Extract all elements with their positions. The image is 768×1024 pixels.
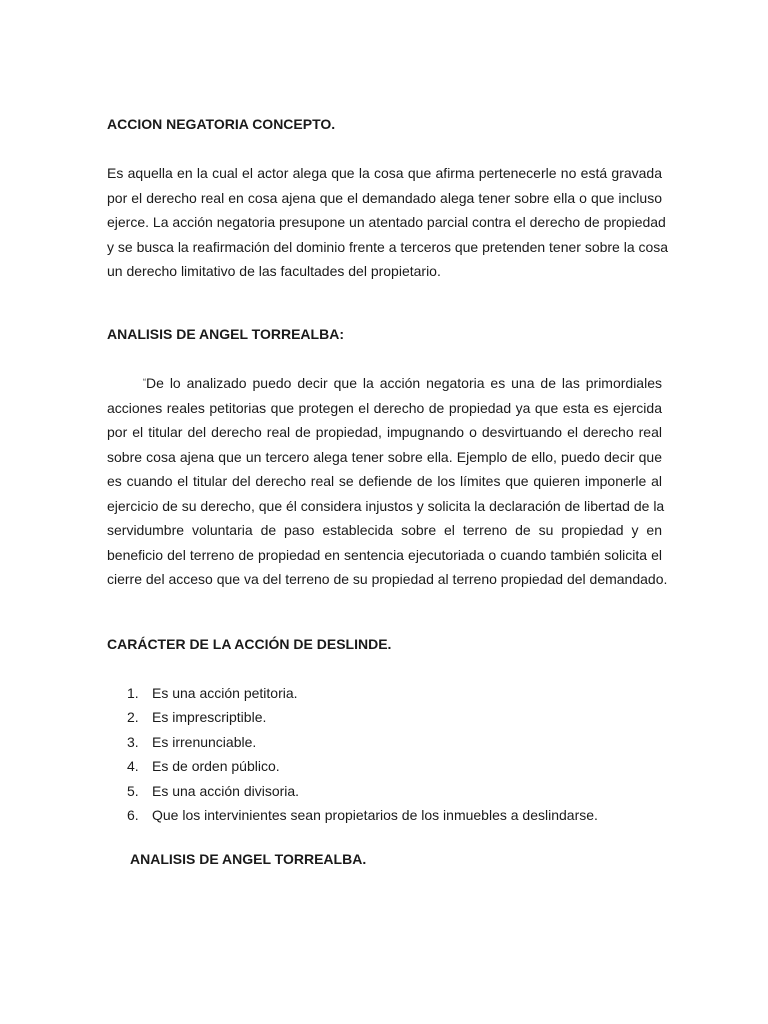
heading-analisis-torrealba-2: ANALISIS DE ANGEL TORREALBA. [130, 851, 367, 867]
paragraph-concepto [107, 161, 669, 284]
text-line: Es aquella en la cual el actor alega que la cosa que afirma pertenecerle no está gravada [107, 165, 662, 181]
list-text: Es irrenunciable. [152, 733, 257, 750]
list-text: Es una acción divisoria. [152, 782, 300, 799]
list-text: Es de orden público. [152, 758, 280, 775]
text-line: es cuando el titular del derecho real se defiende de los límites que quieren imponerle al [107, 473, 662, 489]
list-number: 4. [127, 758, 139, 775]
heading-analisis-torrealba-1: ANALISIS DE ANGEL TORREALBA: [107, 326, 344, 342]
heading-accion-negatoria: ACCION NEGATORIA CONCEPTO. [107, 116, 336, 132]
list-number: 3. [127, 733, 139, 750]
list-number: 5. [127, 782, 139, 799]
list-text: Que los intervinientes sean propietarios de los inmuebles a deslindarse. [152, 806, 598, 823]
list-item [127, 803, 598, 827]
text-line: un derecho limitativo de las facultades del propietario. [107, 263, 441, 279]
text-line: sobre cosa ajena que un tercero alega tener sobre ella. Ejemplo de ello, puedo decir que [107, 448, 662, 465]
text-line: ejercicio de su derecho, que él considera injustos y solicita la declaración de libertad de la [107, 497, 665, 514]
text-line: por el titular del derecho real de propiedad, impugnando o desvirtuando el derecho real [107, 424, 662, 440]
list-item [127, 779, 598, 803]
list-number: 1. [127, 685, 139, 701]
heading-caracter-deslinde: CARÁCTER DE LA ACCIÓN DE DESLINDE. [107, 636, 392, 652]
caracter-list [127, 681, 598, 827]
list-number: 2. [127, 709, 139, 726]
text-line: servidumbre voluntaria de paso establecida sobre el terreno de su propiedad y en [107, 522, 662, 538]
list-item [127, 730, 598, 754]
list-number: 6. [127, 806, 139, 823]
list-item [127, 754, 598, 778]
quote-mark: “ [143, 377, 146, 387]
list-text: Es imprescriptible. [152, 709, 267, 726]
list-text: Es una acción petitoria. [152, 685, 298, 701]
text-line: acciones reales petitorias que protegen el derecho de propiedad ya que esta es ejercida [107, 399, 662, 416]
text-line: cierre del acceso que va del terreno de su propiedad al terreno propiedad del demandado. [107, 571, 668, 587]
list-item [127, 705, 598, 729]
text-line-first-content: De lo analizado puedo decir que la acción negatoria es una de las primordiales [146, 375, 662, 391]
text-line: beneficio del terreno de propiedad en sentencia ejecutoriada o cuando también solicita el [107, 546, 662, 563]
text-line-first [107, 370, 662, 396]
text-line: ejerce. La acción negatoria presupone un atentado parcial contra el derecho de propiedad [107, 214, 666, 230]
text-line: por el derecho real en cosa ajena que el demandado alega tener sobre ella o que incluso [107, 189, 662, 206]
text-line: y se busca la reafirmación del dominio frente a terceros que pretenden tener sobre la cosa [107, 238, 669, 255]
paragraph-analisis [107, 370, 668, 592]
list-item [127, 681, 598, 705]
